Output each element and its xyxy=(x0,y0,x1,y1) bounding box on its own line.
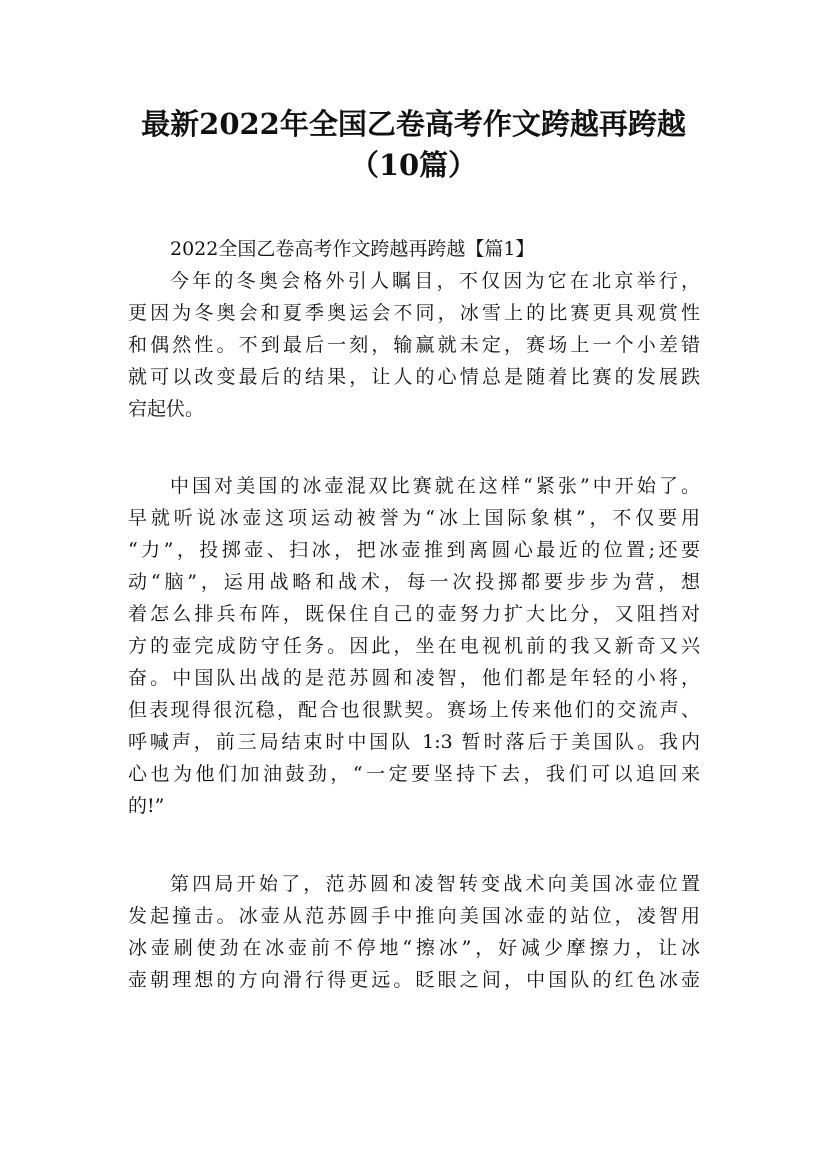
paragraph-line: 呼喊声，前三局结束时中国队 1:3 暂时落后于美国队。我内 xyxy=(128,731,700,753)
paragraph-line: 方的壶完成防守任务。因此，坐在电视机前的我又新奇又兴 xyxy=(128,635,700,657)
document-title-line-1: 最新2022年全国乙卷高考作文跨越再跨越 xyxy=(141,107,686,141)
paragraph-line: 更因为冬奥会和夏季奥运会不同，冰雪上的比赛更具观赏性 xyxy=(128,302,700,324)
paragraph-line: 壶朝理想的方向滑行得更远。眨眼之间，中国队的红色冰壶 xyxy=(128,969,700,991)
paragraph-line: 就可以改变最后的结果，让人的心情总是随着比赛的发展跌 xyxy=(128,366,700,388)
document-title-line-2: （10篇） xyxy=(349,148,478,182)
paragraph-line: 动“脑”，运用战略和战术，每一次投掷都要步步为营，想 xyxy=(128,571,700,593)
paragraph-line: 奋。中国队出战的是范苏圆和凌智，他们都是年轻的小将， xyxy=(128,667,700,689)
paragraph-line: 早就听说冰壶这项运动被誉为“冰上国际象棋”，不仅要用 xyxy=(128,507,700,529)
paragraph-line: 心也为他们加油鼓劲，“一定要坚持下去，我们可以追回来 xyxy=(128,763,700,785)
paragraph-line: 今年的冬奥会格外引人瞩目，不仅因为它在北京举行， xyxy=(170,270,700,292)
paragraph-line: 宕起伏。 xyxy=(128,398,205,420)
paragraph-line: 但表现得很沉稳，配合也很默契。赛场上传来他们的交流声、 xyxy=(128,699,700,721)
paragraph-line: 着怎么排兵布阵，既保住自己的壶努力扩大比分，又阻挡对 xyxy=(128,603,700,625)
paragraph-line: 发起撞击。冰壶从范苏圆手中推向美国冰壶的站位，凌智用 xyxy=(128,905,700,927)
paragraph-line: 的!” xyxy=(128,795,165,817)
paragraph-line: 中国对美国的冰壶混双比赛就在这样“紧张”中开始了。 xyxy=(170,475,700,497)
paragraph-line: 和偶然性。不到最后一刻，输赢就未定，赛场上一个小差错 xyxy=(128,334,700,356)
paragraph-line: 第四局开始了，范苏圆和凌智转变战术向美国冰壶位置 xyxy=(170,873,700,895)
paragraph-line: “力”，投掷壶、扫冰，把冰壶推到离圆心最近的位置;还要 xyxy=(128,539,700,561)
paragraph-line: 冰壶刷使劲在冰壶前不停地“擦冰”，好减少摩擦力，让冰 xyxy=(128,937,700,959)
section-heading: 2022全国乙卷高考作文跨越再跨越【篇1】 xyxy=(170,238,535,260)
